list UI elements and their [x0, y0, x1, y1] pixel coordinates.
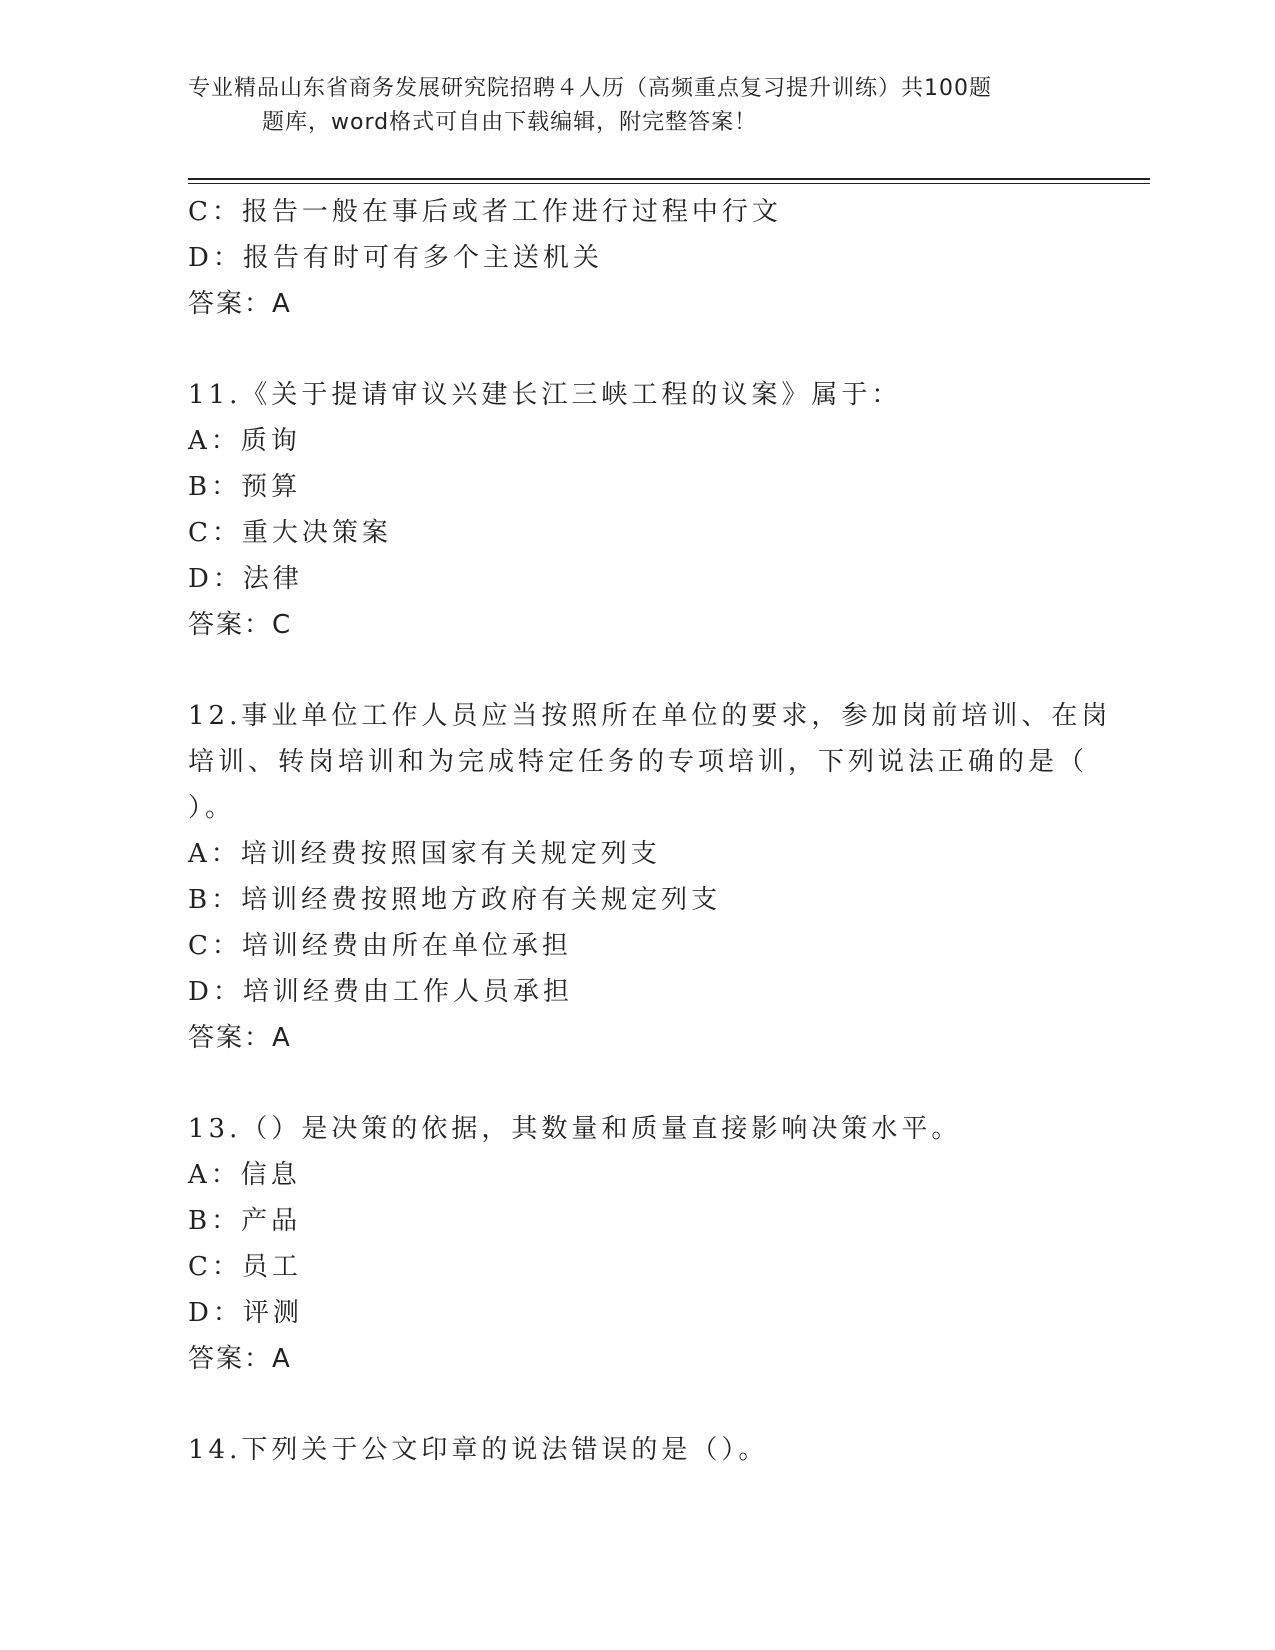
option-c: C：员工 — [188, 1252, 302, 1282]
question-13 — [188, 1106, 1088, 1382]
question-text-line-1: 12.事业单位工作人员应当按照所在单位的要求，参加岗前培训、在岗 — [188, 701, 1112, 731]
option-a: A：培训经费按照国家有关规定列支 — [188, 839, 661, 869]
answer-line: 答案：C — [188, 610, 293, 640]
option-a: A：信息 — [188, 1160, 301, 1190]
answer-line: 答案：A — [188, 1023, 292, 1053]
question-text: 13.（）是决策的依据，其数量和质量直接影响决策水平。 — [188, 1114, 962, 1144]
question-text-line-2: 培训、转岗培训和为完成特定任务的专项培训，下列说法正确的是（ — [188, 747, 1089, 777]
question-list — [188, 189, 1112, 1473]
option-a: A：质询 — [188, 426, 301, 456]
option-c: C：重大决策案 — [188, 518, 392, 548]
option-c: C：报告一般在事后或者工作进行过程中行文 — [188, 197, 782, 227]
question-text-line-3: ）。 — [188, 793, 236, 823]
option-d: D：培训经费由工作人员承担 — [188, 977, 573, 1007]
option-d: D：法律 — [188, 564, 303, 594]
option-b: B：预算 — [188, 472, 302, 502]
question-14 — [188, 1427, 1088, 1473]
option-b: B：产品 — [188, 1206, 302, 1236]
answer-line: 答案：A — [188, 1344, 292, 1374]
question-12 — [188, 693, 1112, 1061]
option-d: D：报告有时可有多个主送机关 — [188, 243, 603, 273]
answer-line: 答案：A — [188, 289, 292, 319]
question-11 — [188, 372, 1088, 648]
option-b: B：培训经费按照地方政府有关规定列支 — [188, 885, 722, 915]
option-c: C：培训经费由所在单位承担 — [188, 931, 572, 961]
question-text: 14.下列关于公文印章的说法错误的是（）。 — [188, 1435, 769, 1465]
header-divider-thin — [188, 183, 1150, 184]
document-header — [188, 72, 1068, 140]
question-text: 11.《关于提请审议兴建长江三峡工程的议案》属于： — [188, 380, 902, 410]
question-fragment — [188, 189, 1088, 327]
header-title-line-2: 题库，word格式可自由下载编辑，附完整答案！ — [262, 110, 758, 135]
header-divider-thick — [188, 178, 1150, 180]
option-d: D：评测 — [188, 1298, 303, 1328]
header-title-line-1: 专业精品山东省商务发展研究院招聘４人历（高频重点复习提升训练）共100题 — [188, 76, 992, 101]
